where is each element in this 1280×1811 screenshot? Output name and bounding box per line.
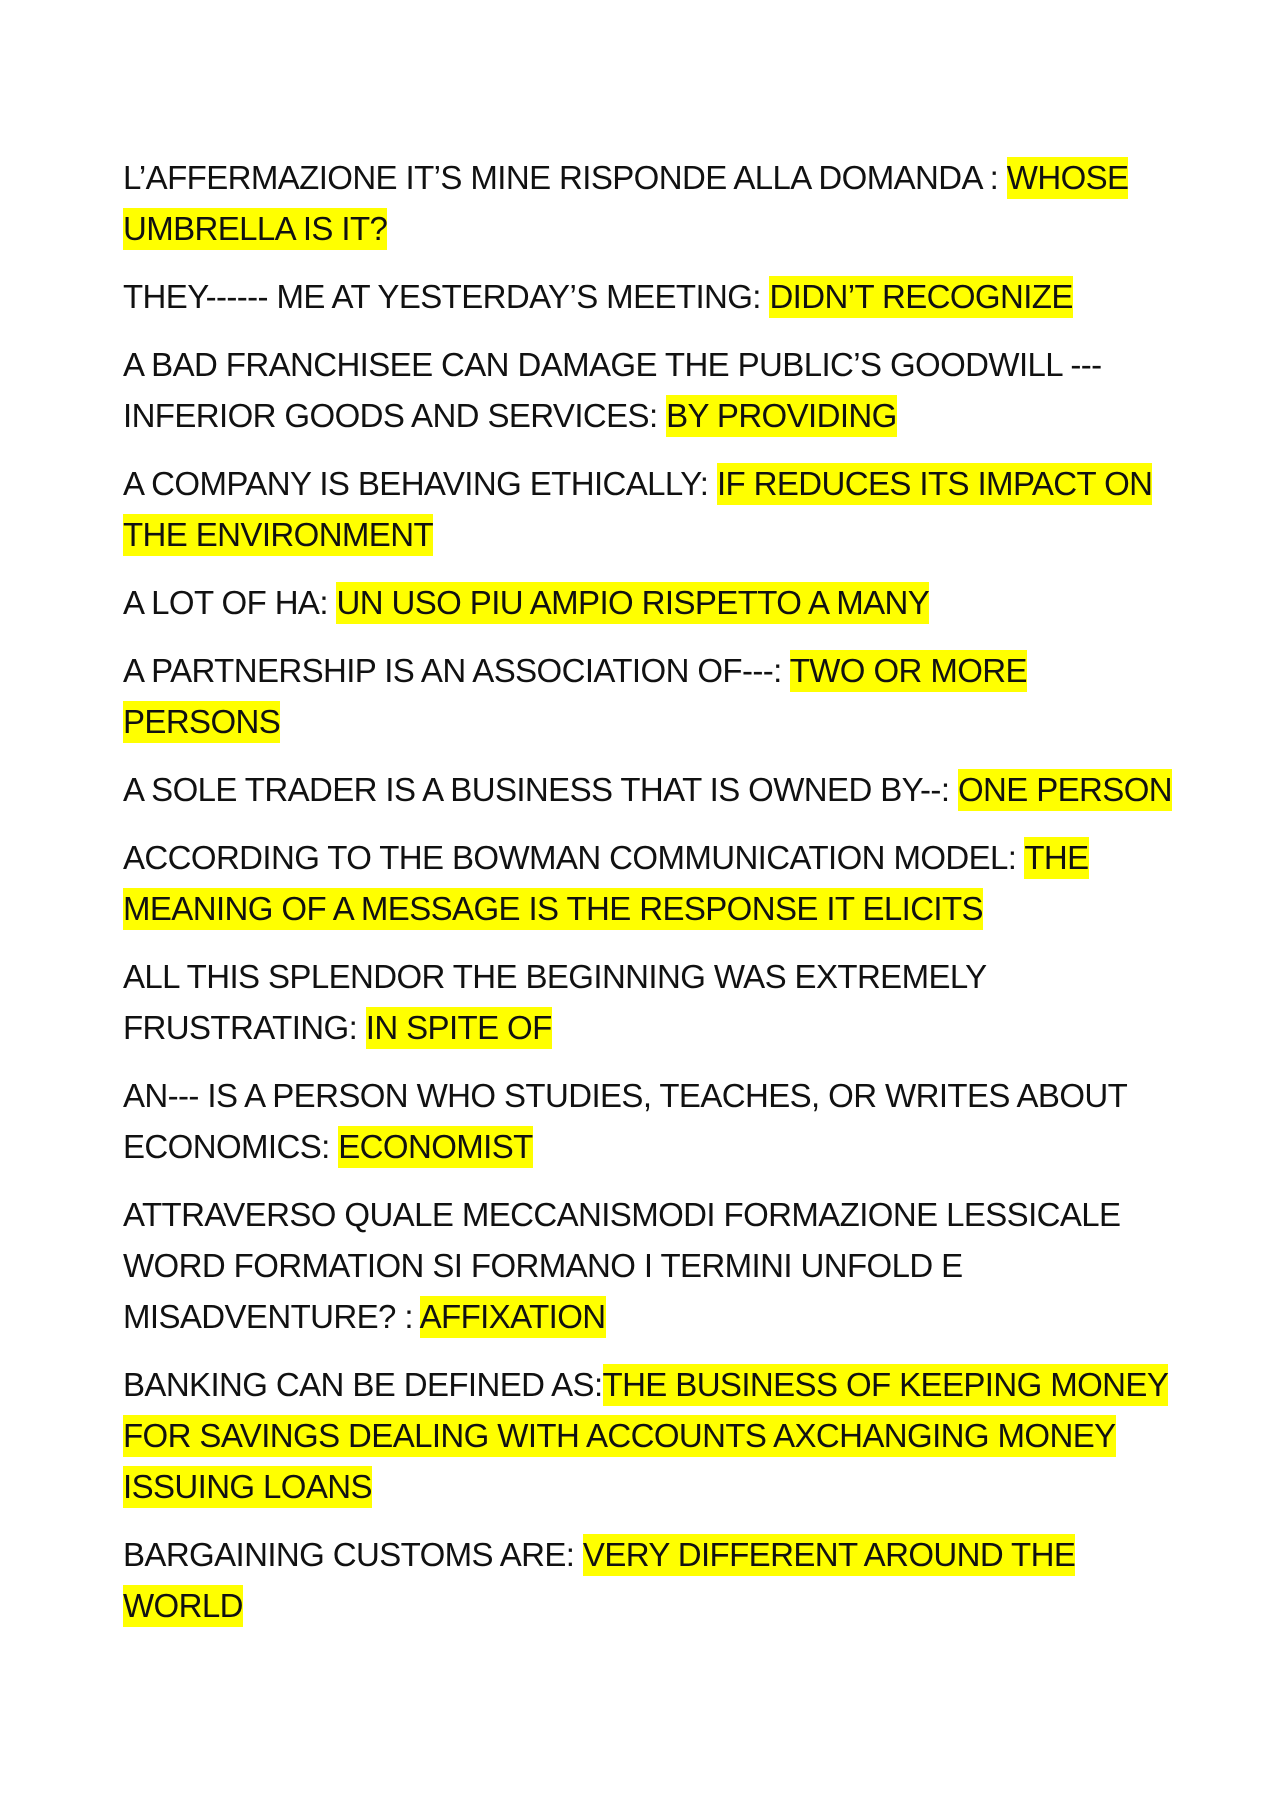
- highlighted-answer: BY PROVIDING: [666, 395, 897, 437]
- qa-item-12: [123, 1359, 1173, 1512]
- question-text: ALL THIS SPLENDOR THE BEGINNING WAS EXTREMELY FRUSTRATING:: [123, 958, 995, 1046]
- qa-item-3: [123, 339, 1173, 441]
- highlighted-answer: TWO OR MORE PERSONS: [123, 650, 1027, 743]
- question-text: A BAD FRANCHISEE CAN DAMAGE THE PUBLIC’S GOODWILL --- INFERIOR GOODS AND SERVICES:: [123, 346, 1111, 434]
- question-text: A COMPANY IS BEHAVING ETHICALLY:: [123, 465, 717, 502]
- qa-item-4: [123, 458, 1173, 560]
- qa-item-10: [123, 1070, 1173, 1172]
- qa-item-5: [123, 577, 1173, 628]
- highlighted-answer: THE BUSINESS OF KEEPING MONEY FOR SAVINGS DEALING WITH ACCOUNTS AXCHANGING MONEY ISSUING LOANS: [123, 1364, 1168, 1508]
- qa-item-2: [123, 271, 1173, 322]
- qa-item-9: [123, 951, 1173, 1053]
- question-text: A LOT OF HA:: [123, 584, 337, 621]
- highlighted-answer: IN SPITE OF: [366, 1007, 552, 1049]
- document-page: [123, 152, 1173, 1648]
- question-text: THEY------ ME AT YESTERDAY’S MEETING:: [123, 278, 770, 315]
- question-text: A SOLE TRADER IS A BUSINESS THAT IS OWNED BY--:: [123, 771, 958, 808]
- highlighted-answer: IF REDUCES ITS IMPACT ON THE ENVIRONMENT: [123, 463, 1152, 556]
- question-text: BANKING CAN BE DEFINED AS:: [123, 1366, 603, 1403]
- question-text: ATTRAVERSO QUALE MECCANISMODI FORMAZIONE LESSICALE WORD FORMATION SI FORMANO I TERMINI UNFOLD E MISADVENTURE? :: [123, 1196, 1130, 1335]
- highlighted-answer: ECONOMIST: [338, 1126, 532, 1168]
- qa-item-6: [123, 645, 1173, 747]
- qa-item-7: [123, 764, 1173, 815]
- question-text: AN--- IS A PERSON WHO STUDIES, TEACHES, OR WRITES ABOUT ECONOMICS:: [123, 1077, 1136, 1165]
- qa-item-1: [123, 152, 1173, 254]
- qa-item-13: [123, 1529, 1173, 1631]
- question-text: A PARTNERSHIP IS AN ASSOCIATION OF---:: [123, 652, 790, 689]
- highlighted-answer: WHOSE UMBRELLA IS IT?: [123, 157, 1128, 250]
- question-text: BARGAINING CUSTOMS ARE:: [123, 1536, 583, 1573]
- highlighted-answer: UN USO PIU AMPIO RISPETTO A MANY: [336, 582, 929, 624]
- qa-item-11: [123, 1189, 1173, 1342]
- question-text: L’AFFERMAZIONE IT’S MINE RISPONDE ALLA DOMANDA :: [123, 159, 1007, 196]
- question-text: ACCORDING TO THE BOWMAN COMMUNICATION MODEL:: [123, 839, 1025, 876]
- highlighted-answer: DIDN’T RECOGNIZE: [769, 276, 1072, 318]
- highlighted-answer: THE MEANING OF A MESSAGE IS THE RESPONSE IT ELICITS: [123, 837, 1089, 930]
- qa-item-8: [123, 832, 1173, 934]
- highlighted-answer: ONE PERSON: [958, 769, 1172, 811]
- highlighted-answer: AFFIXATION: [420, 1296, 606, 1338]
- highlighted-answer: VERY DIFFERENT AROUND THE WORLD: [123, 1534, 1075, 1627]
